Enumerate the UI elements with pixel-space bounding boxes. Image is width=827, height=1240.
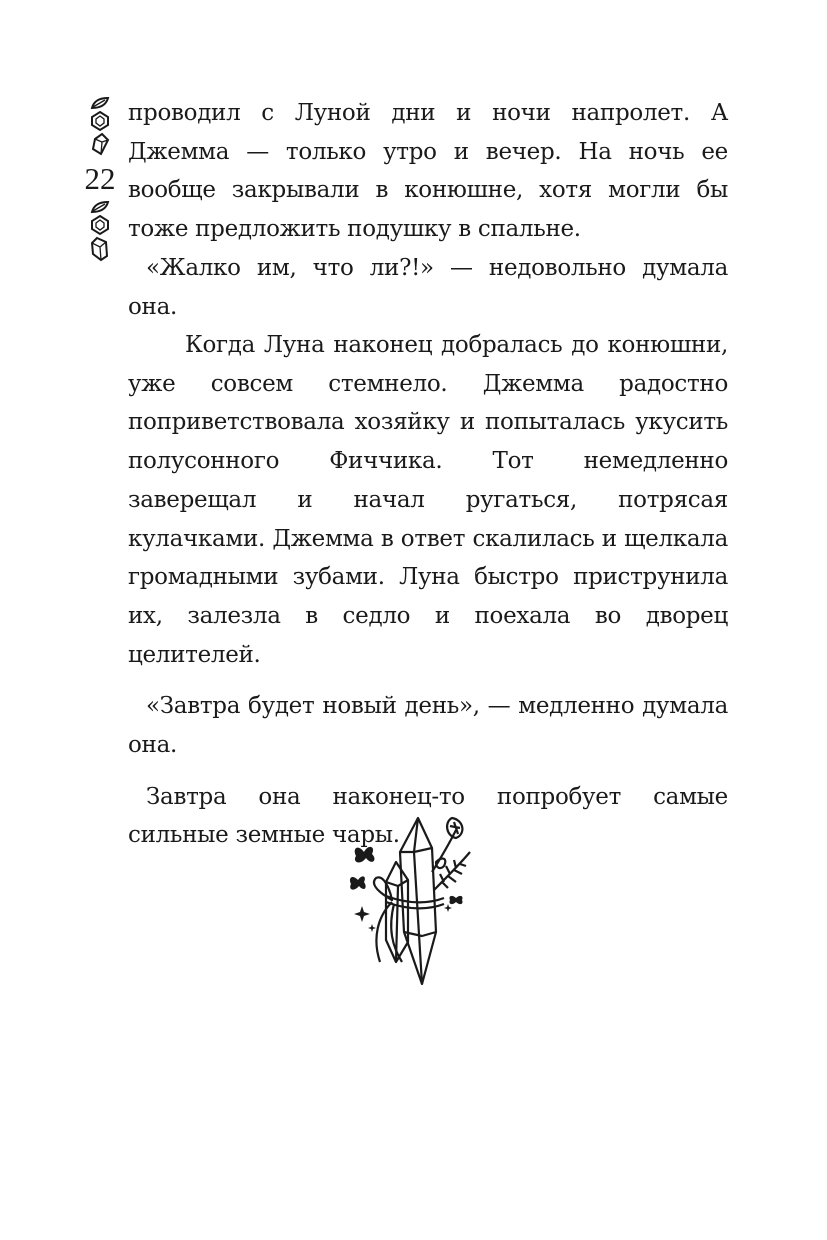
paragraph: Завтра она наконец-то попробует самые сильные земные чары. — [128, 783, 728, 849]
body-text-bottom — [128, 326, 728, 868]
crystal-bouquet-icon — [348, 812, 472, 992]
gem-icon — [89, 110, 111, 132]
paragraph: «Жалко им, что ли?!» — недовольно думала она. — [128, 254, 728, 320]
crystal-icon — [89, 132, 111, 156]
paragraph: Когда Луна наконец добралась до конюшни, уже совсем стемнело. Джемма радостно поприветствовала хозяйку и попыталась укусить полусонного Фиччика. Тот немедленно заверещал и начал ругаться, потрясая кулачками. Джемма в ответ скалилась и щелкала громадными зубами. Луна быстро приструнила их, залезла в седло и поехала во дворец целителей. — [128, 332, 728, 668]
leaf-icon — [89, 96, 111, 110]
paragraph: проводил с Луной дни и ночи напролет. А Джемма — только утро и вечер. На ночь ее вообще закрывали в конюшне, хотя могли бы тоже предложить подушку в спальне. — [128, 100, 728, 243]
margin-ornament — [72, 96, 128, 262]
leaf-icon — [89, 200, 111, 214]
page-number: 22 — [84, 161, 116, 196]
paragraph: «Завтра будет новый день», — медленно думала она. — [128, 693, 728, 759]
gem-icon — [89, 214, 111, 236]
body-text-top — [128, 94, 728, 326]
crystal-icon — [89, 236, 111, 262]
